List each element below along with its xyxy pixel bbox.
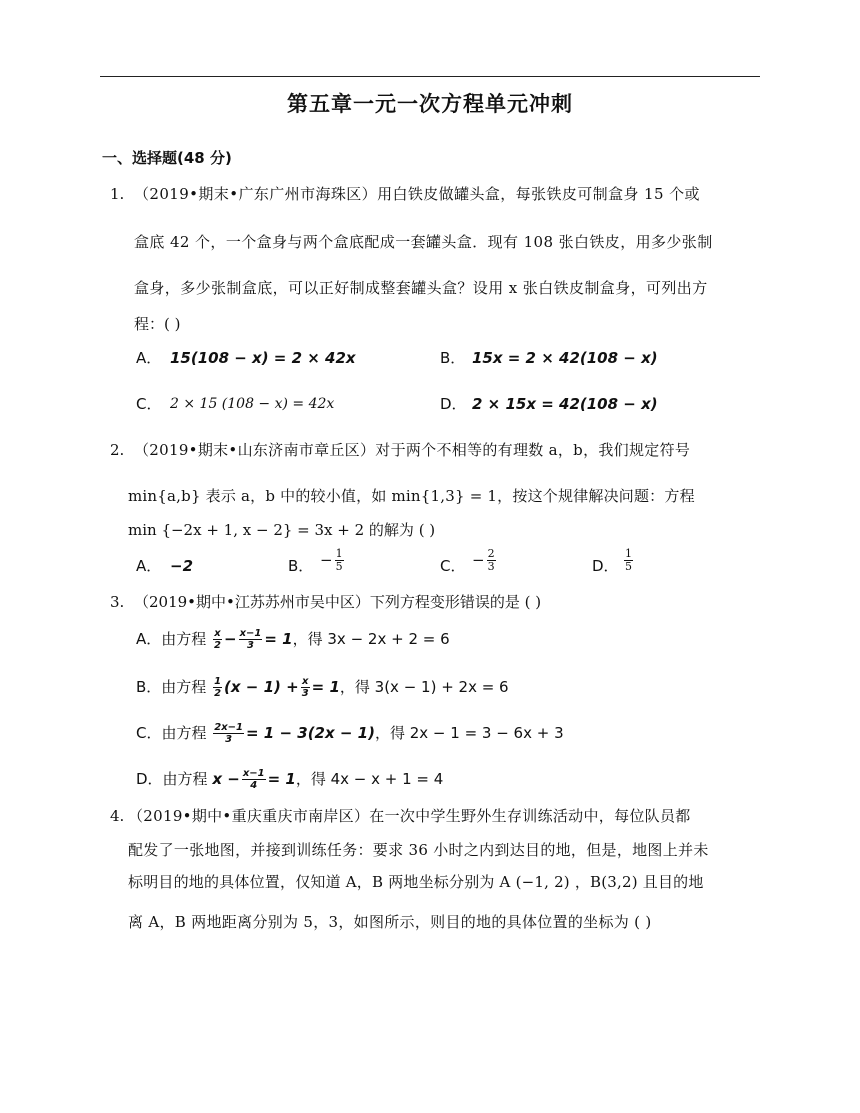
option-d-value: $\frac{1}{5}$ <box>625 547 632 573</box>
option-b-line: B．由方程 $\frac{1}{2}$ (x − 1) + $\frac{x}{3}$ = 1，得 3(x − 1) + 2x = 6 <box>136 676 509 699</box>
question-text-line: （2019•期中•江苏苏州市吴中区）下列方程变形错误的是 ( ) <box>134 593 542 611</box>
option-label: D． <box>592 557 619 575</box>
option-label: B． <box>288 557 314 575</box>
option-label: D． <box>440 395 467 413</box>
option-label: A． <box>136 349 162 367</box>
question-number: 4. <box>110 807 125 825</box>
question-text-line: 标明目的地的具体位置，仅知道 A，B 两地坐标分别为 A (−1, 2) ，B(3,2) 且目的地 <box>128 873 704 891</box>
option-c-line: C．由方程 $\frac{2x-1}{3}$ = 1 − 3(2x − 1)，得 2x − 1 = 3 − 6x + 3 <box>136 722 564 745</box>
option-label: C． <box>136 395 162 413</box>
question-text-line: （2019•期末•山东济南市章丘区）对于两个不相等的有理数 a，b，我们规定符号 <box>134 441 691 459</box>
question-text-line: 盒身，多少张制盒底，可以正好制成整套罐头盒？设用 x 张白铁皮制盒身，可列出方 <box>134 279 708 297</box>
option-a-line: A．由方程 $\frac{x}{2}$ − $\frac{x-1}{3}$ = 1，得 3x − 2x + 2 = 6 <box>136 628 450 651</box>
question-number: 2. <box>110 441 125 459</box>
question-text-line: 离 A，B 两地距离分别为 5，3，如图所示，则目的地的具体位置的坐标为 ( ) <box>128 913 652 931</box>
question-text-line: （2019•期中•重庆重庆市南岸区）在一次中学生野外生存训练活动中，每位队员都 <box>128 807 691 825</box>
header-rule <box>100 76 760 77</box>
option-label: C． <box>440 557 466 575</box>
question-number: 1. <box>110 185 125 203</box>
option-d-formula: 2 × 15x = 42(108 − x) <box>472 395 658 413</box>
section-heading: 一、选择题(48 分) <box>102 149 232 167</box>
question-text-line: 配发了一张地图，并接到训练任务：要求 36 小时之内到达目的地，但是，地图上并未 <box>128 841 709 859</box>
option-a-formula: 15(108 − x) = 2 × 42x <box>170 349 356 367</box>
option-label: B． <box>440 349 466 367</box>
question-text-line: （2019•期末•广东广州市海珠区）用白铁皮做罐头盒，每张铁皮可制盒身 15 个或 <box>134 185 700 203</box>
option-a-value: −2 <box>170 557 194 575</box>
question-text-line: min{a,b} 表示 a，b 中的较小值，如 min{1,3} = 1，按这个规律解决问题：方程 <box>128 487 695 505</box>
page-title: 第五章一元一次方程单元冲刺 <box>287 92 573 116</box>
option-c-formula: 2 × 15 (108 − x) = 42x <box>170 396 335 412</box>
option-b-value: − $\frac{1}{5}$ <box>320 547 343 573</box>
question-number: 3. <box>110 593 125 611</box>
option-d-line: D．由方程 x − $\frac{x-1}{4}$ = 1，得 4x − x + 1 = 4 <box>136 768 444 791</box>
option-c-value: − $\frac{2}{3}$ <box>472 547 495 573</box>
question-text-line: 程：( ) <box>134 315 181 333</box>
option-label: A． <box>136 557 162 575</box>
question-text-line: min {−2x + 1, x − 2} = 3x + 2 的解为 ( ) <box>128 521 436 539</box>
option-b-formula: 15x = 2 × 42(108 − x) <box>472 349 658 367</box>
question-text-line: 盒底 42 个，一个盒身与两个盒底配成一套罐头盒．现有 108 张白铁皮，用多少张制 <box>134 233 713 251</box>
